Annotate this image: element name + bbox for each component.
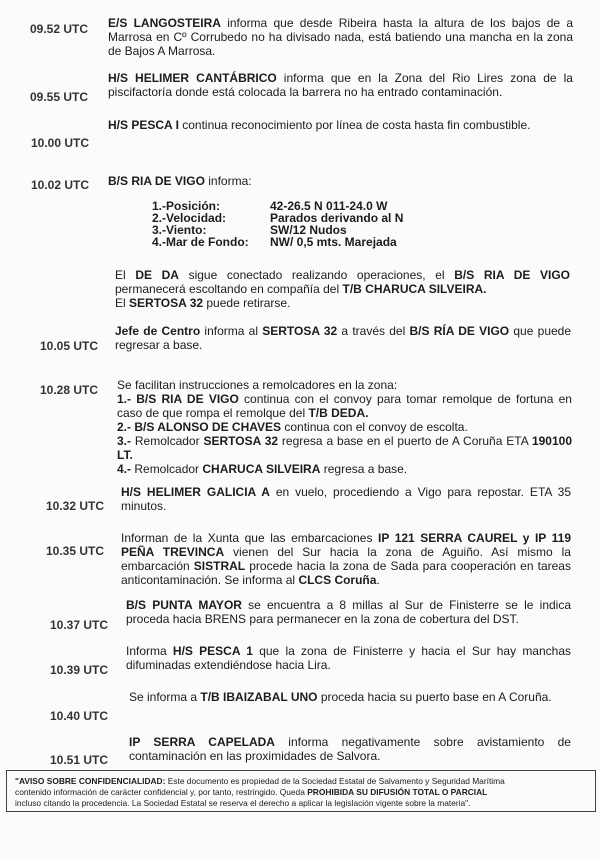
emphasis-text: SERTOSA 32 xyxy=(203,434,279,448)
body-text: procede hacia la zona de Sada para cooperación en tareas anticontaminación. Se informa al xyxy=(121,559,571,587)
body-text: informa negativamente sobre avistamiento de contaminación en las proximidades de Salvora. xyxy=(129,735,571,763)
emphasis-text: T/B DEDA. xyxy=(308,406,369,420)
emphasis-text: DE DA xyxy=(135,268,179,282)
body-text: Remolcador xyxy=(131,434,204,448)
emphasis-text: CHARUCA SILVEIRA xyxy=(202,462,321,476)
body-text: a través del xyxy=(337,324,410,338)
instruction-item xyxy=(117,420,572,434)
emphasis-text: H/S PESCA I xyxy=(108,118,179,132)
notice-line-3 xyxy=(15,798,591,809)
body-text: regresa a base en el puerto de A Coruña ETA xyxy=(278,434,532,448)
body-text: puede retirarse. xyxy=(203,296,291,310)
body-text: informa al xyxy=(200,324,263,338)
entry-text xyxy=(115,324,571,352)
entry-text xyxy=(108,71,573,99)
emphasis-text: T/B CHARUCA SILVEIRA. xyxy=(342,282,487,296)
body-text: Se informa a xyxy=(129,690,201,704)
entry-time: 10.37 UTC xyxy=(50,618,109,632)
emphasis-text: SISTRAL xyxy=(193,559,246,573)
body-text: informa que desde Ribeira hasta la altura de los bajos de a Marrosa en Cº Corrubedo no ha divisado nada, está batiendo una mancha en la zona de Bajos A Marrosa. xyxy=(108,16,573,58)
position-table xyxy=(152,200,403,248)
notice-heading: "AVISO SOBRE CONFIDENCIALIDAD: xyxy=(15,776,166,786)
position-value: NW/ 0,5 mts. Marejada xyxy=(270,235,397,249)
body-text: . xyxy=(376,573,380,587)
body-text: informa que en la Zona del Rio Lires zona de la piscifactoría donde está colocada la barrera no ha entrado contaminación. xyxy=(108,71,573,99)
position-value: SW/12 Nudos xyxy=(270,223,347,237)
body-text: Informan de la Xunta que las embarcaciones xyxy=(121,531,379,545)
notice-line-2 xyxy=(15,787,591,798)
emphasis-text: H/S PESCA 1 xyxy=(172,644,253,658)
entry-time: 09.52 UTC xyxy=(30,22,89,36)
instructions-intro: Se facilitan instrucciones a remolcadores en la zona: xyxy=(117,378,398,392)
emphasis-text: E/S LANGOSTEIRA xyxy=(108,16,221,30)
body-text: sigue conectado realizando operaciones, el xyxy=(178,268,455,282)
entry-text xyxy=(126,598,571,626)
position-label: 4.-Mar de Fondo: xyxy=(152,235,249,249)
emphasis-text: Jefe de Centro xyxy=(115,324,201,338)
entry-time: 10.00 UTC xyxy=(31,136,90,150)
entry-time: 10.32 UTC xyxy=(46,499,105,513)
entry-text xyxy=(126,644,571,672)
position-value: Parados derivando al N xyxy=(270,211,404,225)
body-text: regresa a base. xyxy=(320,462,408,476)
body-text: en vuelo, procediendo a Vigo para repostar. ETA 35 minutos. xyxy=(121,485,571,513)
emphasis-text: 190100 LT. xyxy=(117,434,572,462)
emphasis-text: B/S RÍA DE VIGO xyxy=(409,324,510,338)
entry-time: 10.51 UTC xyxy=(50,753,109,767)
emphasis-text: B/S RIA DE VIGO xyxy=(108,174,205,188)
body-text: El xyxy=(115,296,130,310)
instructions-text xyxy=(117,378,572,476)
position-label: 2.-Velocidad: xyxy=(152,211,227,225)
body-text: permanecerá escoltando en compañía del xyxy=(115,282,343,296)
entry-text xyxy=(129,690,571,704)
entry-time: 10.35 UTC xyxy=(46,544,105,558)
instruction-item xyxy=(117,392,572,420)
emphasis-text: B/S RIA DE VIGO xyxy=(454,268,571,282)
emphasis-text: H/S HELIMER CANTÁBRICO xyxy=(108,71,277,85)
entry-time: 10.28 UTC xyxy=(40,383,99,397)
emphasis-text: 3.- xyxy=(117,434,132,448)
emphasis-text: 1.- B/S RIA DE VIGO xyxy=(117,392,239,406)
entry-time: 10.39 UTC xyxy=(50,663,109,677)
body-text: El xyxy=(115,268,136,282)
body-text: continua con el convoy para tomar remolque de fortuna en caso de que rompa el remolque del xyxy=(117,392,572,420)
entry-time: 10.05 UTC xyxy=(40,339,99,353)
notice-prohibition: PROHIBIDA SU DIFUSIÓN TOTAL O PARCIAL xyxy=(307,787,488,797)
convoy-note-text xyxy=(115,268,570,310)
emphasis-text: CLCS Coruña xyxy=(298,573,377,587)
position-row xyxy=(152,236,403,248)
emphasis-text: B/S PUNTA MAYOR xyxy=(126,598,242,612)
entry-text xyxy=(129,735,571,763)
entry-text xyxy=(121,485,571,513)
emphasis-text: 4.- xyxy=(117,462,132,476)
entry-time: 10.40 UTC xyxy=(50,709,109,723)
position-label: 3.-Viento: xyxy=(152,223,207,237)
body-text: que puede regresar a base. xyxy=(115,324,572,352)
body-text: continua reconocimiento por línea de costa hasta fin combustible. xyxy=(178,118,531,132)
entry-time: 09.55 UTC xyxy=(30,90,89,104)
body-text: vienen del Sur hacia la zona de Aguiño. Así mismo la embarcación xyxy=(121,545,571,573)
body-text: continua con el convoy de escolta. xyxy=(281,420,468,434)
emphasis-text: IP 121 SERRA CAUREL y IP 119 PEÑA TREVINCA xyxy=(121,531,571,559)
instruction-item xyxy=(117,434,572,462)
emphasis-text: T/B IBAIZABAL UNO xyxy=(200,690,318,704)
notice-text: Este documento es propiedad de la Sociedad Estatal de Salvamento y Seguridad Marítima xyxy=(165,776,505,786)
entry-time: 10.02 UTC xyxy=(31,178,90,192)
notice-text: contenido información de carácter confidencial y, por tanto, restringido. Queda xyxy=(15,787,308,797)
emphasis-text: 2.- B/S ALONSO DE CHAVES xyxy=(117,420,282,434)
emphasis-text: SERTOSA 32 xyxy=(129,296,204,310)
body-text: proceda hacia su puerto base en A Coruña. xyxy=(317,690,552,704)
notice-line-1 xyxy=(15,776,591,787)
entry-text xyxy=(121,531,571,587)
instruction-item xyxy=(117,462,572,476)
body-text: Remolcador xyxy=(131,462,203,476)
body-text: que la zona de Finisterre y hacia el Sur hay manchas difuminadas extendiéndose hacia Lira. xyxy=(126,644,572,672)
notice-text: incluso citando la procedencia. La Sociedad Estatal se reserva el derecho a aplicar la legislación vigente sobre la materia". xyxy=(15,798,471,808)
body-text: Informa xyxy=(126,644,173,658)
body-text: se encuentra a 8 millas al Sur de Finisterre se le indica proceda hacia BRENS para permanecer en la zona de cobertura del DST. xyxy=(126,598,572,626)
entry-text xyxy=(108,174,573,188)
emphasis-text: H/S HELIMER GALICIA A xyxy=(121,485,270,499)
position-label: 1.-Posición: xyxy=(152,199,221,213)
entry-text xyxy=(108,16,573,58)
body-text: informa: xyxy=(204,174,252,188)
position-value: 42-26.5 N 011-24.0 W xyxy=(270,199,388,213)
entry-text xyxy=(108,118,573,132)
emphasis-text: IP SERRA CAPELADA xyxy=(129,735,275,749)
confidentiality-notice xyxy=(6,770,596,812)
emphasis-text: SERTOSA 32 xyxy=(262,324,338,338)
